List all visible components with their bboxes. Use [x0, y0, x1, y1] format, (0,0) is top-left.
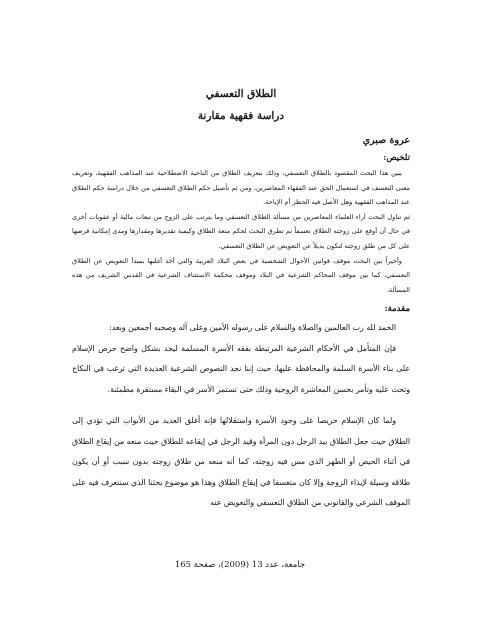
- abstract-section: [72, 153, 410, 297]
- author-name: عروة صبري: [362, 135, 410, 146]
- abstract-paragraph: وأخيراً بين البحث موقف قوانين الأحوال الشخصية في بعض البلاد العربية والتي أخذ أغلبها بمبدأ التعويض عن الطلاق التعسفي، كما بين موقف المحاكم الشرعية في البلاد وموقف محكمة الاستئناف الشرعية في القدس الشريف من هذه المسألة.: [72, 256, 410, 294]
- body-paragraph: فإن المتأمل في الأحكام الشرعية المرتبطة بفقه الأسرة المسلمة ليجد بشكل واضح حرص الإسلام على بناء الأسرة السلمة والمحافظة عليها، حيث إننا نجد النصوص الشرعية العديدة التي ترغب في النكاح وتحث عليه وتأمر بحسن المعاشرة الزوجية وذلك حتى تستمر الأسر في البقاء مستقرة مطمئنة.: [72, 343, 410, 394]
- introduction-heading: مقدمة:: [384, 304, 410, 315]
- page-footer: جامعة، عدد 13 (2009)، صفحة 165: [174, 560, 306, 570]
- abstract-heading: تلخيص:: [383, 153, 410, 163]
- paper-title: الطلاق التعسفي: [205, 88, 277, 100]
- body-paragraph: الحمد لله رب العالمين والصلاة والسلام على رسوله الأمين وعلى آله وصحبه أجمعين وبعد:: [109, 323, 396, 333]
- body-paragraph: ولما كان الإسلام حريصا على وجود الأسرة واستقلالها فإنه أغلق العديد من الأبواب التي تؤدي إلى الطلاق حيث جعل الطلاق بيد الرجل دون المرأة وقيد الرجل في إيقاعه للطلاق حيث منعه من إيقاع الطلاق في أثناء الحيض أو الطهر الذي مس فيه زوجته، كما أنه منعه من طلاق زوجته بدون سبب أو أن يكون طلاقه وسيلة لإيذاء الزوجة وإلا كان متعسفا في إيقاع الطلاق وهذا هو موضوع بحثنا الذي سنتعرف فيه على الموقف الشرعي والقانوني من الطلاق التعسفي والتعويض عنه: [72, 416, 410, 508]
- abstract-paragraph: ثم تناول البحث آراء العلماء المعاصرين من مسألة الطلاق التعسفي وما يترتب على الزوج من تبعات مالية أو عقوبات أخرى في حال أن أوقع على زوجته الطلاق تعسفاً ثم تطرق البحث لحكم متعة الطلاق وكيفية تقديرها ومقدارها ومدى إمكانية فرضها على كل من طلق زوجته لتكون بديلاً عن التعويض عن الطلاق التعسفي.: [72, 212, 410, 250]
- abstract-paragraph: يبين هذا البحث المقصود بالطلاق التعسفي، وذلك بتعريف الطلاق من الناحية الاصطلاحية عند المذاهب الفقهية، وتعريف معنى التعسف في استعمال الحق عند الفقهاء المعاصرين، ومن ثم تأصيل حكم الطلاق التعسفي من خلال دراسة حكم الطلاق عند المذاهب الفقهية وهل الأصل فيه الحظر أم الإباحة.: [72, 169, 410, 207]
- paper-subtitle: دراسة فقهية مقارنة: [197, 110, 285, 122]
- introduction-section: [72, 304, 410, 514]
